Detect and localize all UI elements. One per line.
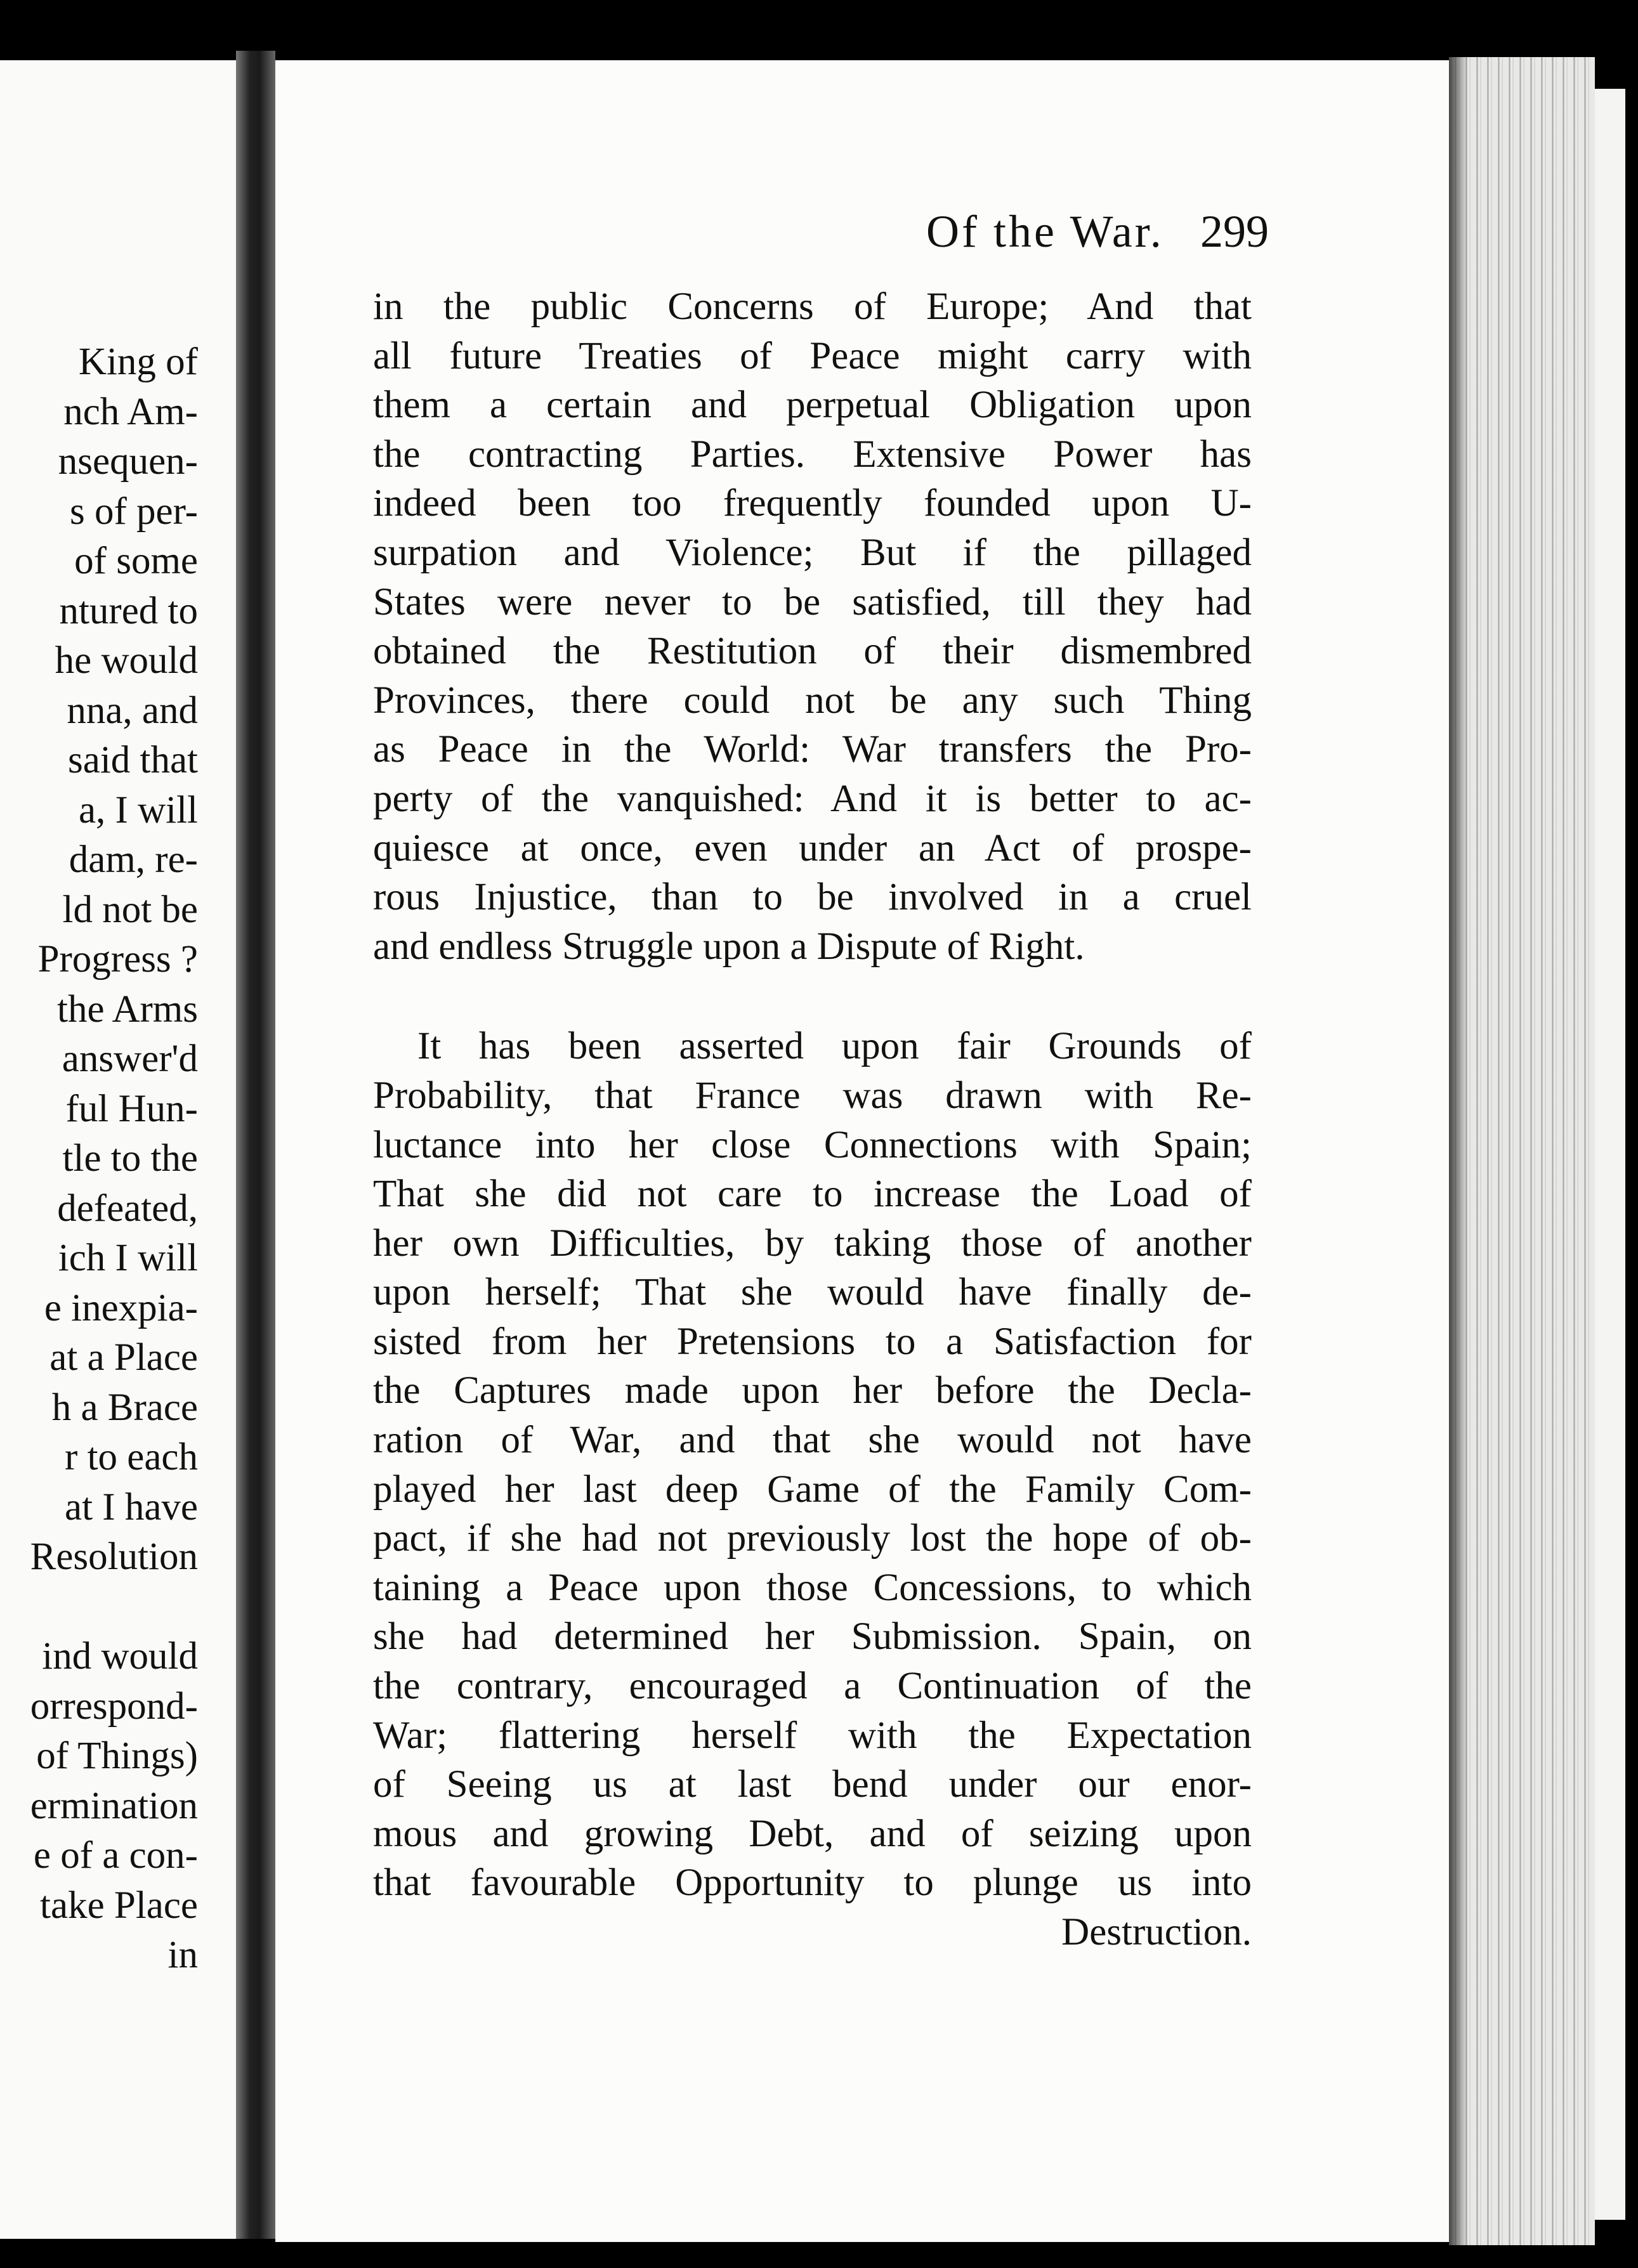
text-line: she had determined her Submission. Spain, on [373, 1615, 1252, 1659]
left-text-line: dam, re- [69, 838, 198, 881]
text-line: Provinces, there could not be any such Thing [373, 679, 1252, 722]
left-text-line: e inexpia- [44, 1286, 198, 1329]
left-text-line: take Place [40, 1884, 198, 1927]
text-line: quiesce at once, even under an Act of prospe- [373, 826, 1252, 870]
left-text-line: ind would [42, 1635, 198, 1678]
left-text-line [0, 1582, 198, 1633]
left-text-line: at I have [65, 1485, 198, 1528]
body-text [373, 282, 1252, 1957]
left-text-line: ntured to [59, 589, 198, 632]
left-text-line: nsequen- [58, 440, 198, 483]
text-line: all future Treaties of Peace might carry with [373, 334, 1252, 377]
left-page-text [0, 337, 198, 1981]
left-text-line: in [167, 1934, 198, 1976]
book-gutter [236, 51, 275, 2239]
text-line: mous and growing Debt, and of seizing upon [373, 1812, 1252, 1855]
left-text-line: he would [55, 639, 198, 682]
text-line: indeed been too frequently founded upon U- [373, 482, 1252, 525]
left-text-line: nna, and [67, 689, 198, 732]
left-text-line: Progress ? [37, 938, 198, 981]
left-text-line: at a Place [49, 1336, 198, 1379]
left-text-line: ermination [30, 1784, 198, 1827]
text-line: That she did not care to increase the Load of [373, 1173, 1252, 1216]
paragraph-gap [373, 971, 1252, 1022]
text-line: that favourable Opportunity to plunge us into [373, 1861, 1252, 1905]
text-line: in the public Concerns of Europe; And that [373, 285, 1252, 328]
text-line: Destruction. [1061, 1911, 1252, 1953]
text-line: sisted from her Pretensions to a Satisfaction for [373, 1320, 1252, 1363]
left-text-line: defeated, [57, 1187, 198, 1230]
text-line: rous Injustice, than to be involved in a cruel [373, 876, 1252, 919]
text-line: It has been asserted upon fair Grounds of [417, 1025, 1252, 1068]
left-text-line: orrespond- [30, 1685, 198, 1728]
text-line: as Peace in the World: War transfers the Pro- [373, 728, 1252, 771]
left-text-line: r to each [65, 1436, 198, 1478]
left-text-line: ld not be [62, 888, 198, 931]
left-text-line: Resolution [30, 1535, 198, 1578]
text-line: Probability, that France was drawn with Re- [373, 1074, 1252, 1117]
text-line: upon herself; That she would have finally de- [373, 1271, 1252, 1314]
left-facing-page [0, 60, 236, 2239]
left-text-line: King of [78, 341, 198, 383]
running-head-title: Of the War. [926, 206, 1164, 257]
text-line: taining a Peace upon those Concessions, to which [373, 1566, 1252, 1609]
text-line: States were never to be satisfied, till they had [373, 580, 1252, 623]
text-line: the Captures made upon her before the Decla- [373, 1369, 1252, 1412]
text-line: them a certain and perpetual Obligation upon [373, 384, 1252, 427]
left-text-line: of Things) [36, 1735, 198, 1777]
text-line: perty of the vanquished: And it is better to ac- [373, 777, 1252, 820]
running-head [926, 197, 1383, 266]
text-line: and endless Struggle upon a Dispute of Right. [373, 925, 1085, 968]
page-edges [1449, 57, 1595, 2245]
text-line: her own Difficulties, by taking those of another [373, 1222, 1252, 1265]
text-line: surpation and Violence; But if the pillaged [373, 531, 1252, 574]
text-line: obtained the Restitution of their dismembred [373, 630, 1252, 673]
left-text-line: the Arms [57, 987, 198, 1031]
left-text-line: said that [68, 739, 198, 781]
left-text-line: answer'd [62, 1038, 198, 1080]
left-text-line: a, I will [78, 788, 198, 831]
left-text-line: nch Am- [63, 390, 198, 433]
text-line: the contracting Parties. Extensive Power has [373, 433, 1252, 476]
text-line: ration of War, and that she would not have [373, 1419, 1252, 1462]
right-page [275, 60, 1449, 2242]
left-text-line: of some [74, 540, 198, 582]
text-line: luctance into her close Connections with Spain; [373, 1123, 1252, 1166]
text-line: War; flattering herself with the Expectation [373, 1714, 1252, 1757]
outer-page-edge [1595, 89, 1625, 2220]
text-line: pact, if she had not previously lost the hope of ob- [373, 1517, 1252, 1560]
page-edges-shadow [1449, 57, 1468, 2245]
left-text-line: s of per- [69, 490, 198, 533]
left-text-line: ich I will [58, 1237, 198, 1279]
page-number: 299 [1200, 206, 1269, 257]
text-line: of Seeing us at last bend under our enor- [373, 1763, 1252, 1806]
left-text-line: e of a con- [33, 1834, 198, 1877]
text-line: the contrary, encouraged a Continuation of the [373, 1665, 1252, 1708]
left-text-line: tle to the [62, 1137, 198, 1180]
left-text-line: h a Brace [51, 1386, 198, 1429]
left-text-line: ful Hun- [65, 1087, 198, 1130]
text-line: played her last deep Game of the Family Com- [373, 1468, 1252, 1511]
